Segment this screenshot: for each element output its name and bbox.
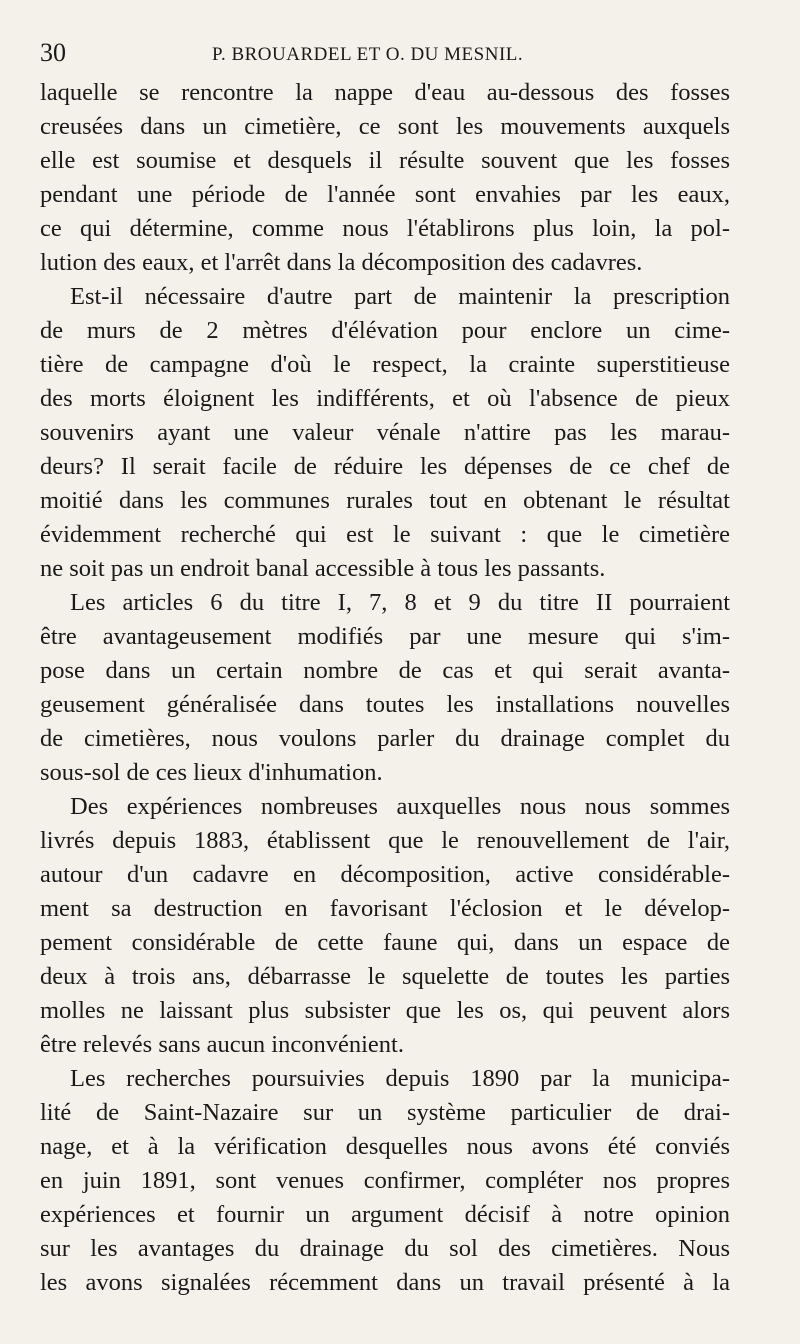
text-line: creusées dans un cimetière, ce sont les mouvements auxquels: [40, 113, 730, 140]
text-line: ce qui détermine, comme nous l'établirons plus loin, la pol-: [40, 215, 730, 242]
body-text: [40, 76, 730, 1300]
page-number: 30: [40, 38, 66, 67]
paragraph-2: [40, 280, 730, 586]
text-line: expériences et fournir un argument décisif à notre opinion: [40, 1201, 730, 1228]
text-line: geusement généralisée dans toutes les installations nouvelles: [40, 691, 730, 718]
page-header: [40, 38, 760, 68]
text-line: souvenirs ayant une valeur vénale n'attire pas les marau-: [40, 419, 730, 446]
text-line: pement considérable de cette faune qui, dans un espace de: [40, 929, 730, 956]
text-line: livrés depuis 1883, établissent que le renouvellement de l'air,: [40, 827, 730, 854]
text-line: Les recherches poursuivies depuis 1890 par la municipa-: [70, 1065, 730, 1092]
text-line: Les articles 6 du titre I, 7, 8 et 9 du titre II pourraient: [70, 589, 730, 616]
text-line: être relevés sans aucun inconvénient.: [40, 1031, 404, 1058]
text-line: ne soit pas un endroit banal accessible à tous les passants.: [40, 555, 606, 582]
text-line: deurs? Il serait facile de réduire les dépenses de ce chef de: [40, 453, 730, 480]
text-line: laquelle se rencontre la nappe d'eau au-dessous des fosses: [40, 79, 730, 106]
text-line: pendant une période de l'année sont envahies par les eaux,: [40, 181, 730, 208]
text-line: de murs de 2 mètres d'élévation pour enclore un cime-: [40, 317, 730, 344]
text-line: sur les avantages du drainage du sol des cimetières. Nous: [40, 1235, 730, 1262]
text-line: elle est soumise et desquels il résulte souvent que les fosses: [40, 147, 730, 174]
text-line: lution des eaux, et l'arrêt dans la décomposition des cadavres.: [40, 249, 643, 276]
text-line: Des expériences nombreuses auxquelles nous nous sommes: [70, 793, 730, 820]
text-line: moitié dans les communes rurales tout en obtenant le résultat: [40, 487, 730, 514]
text-line: de cimetières, nous voulons parler du drainage complet du: [40, 725, 730, 752]
text-line: des morts éloignent les indifférents, et où l'absence de pieux: [40, 385, 730, 412]
text-line: évidemment recherché qui est le suivant : que le cimetière: [40, 521, 730, 548]
text-line: lité de Saint-Nazaire sur un système particulier de drai-: [40, 1099, 730, 1126]
paragraph-1: [40, 76, 730, 280]
text-line: ment sa destruction en favorisant l'éclosion et le dévelop-: [40, 895, 730, 922]
text-line: nage, et à la vérification desquelles nous avons été conviés: [40, 1133, 730, 1160]
text-line: deux à trois ans, débarrasse le squelette de toutes les parties: [40, 963, 730, 990]
text-line: en juin 1891, sont venues confirmer, compléter nos propres: [40, 1167, 730, 1194]
running-head: P. BROUARDEL ET O. DU MESNIL.: [212, 44, 524, 65]
text-line: Est-il nécessaire d'autre part de maintenir la prescription: [70, 283, 730, 310]
text-line: autour d'un cadavre en décomposition, active considérable-: [40, 861, 730, 888]
paragraph-4: [40, 790, 730, 1062]
text-line: molles ne laissant plus subsister que les os, qui peuvent alors: [40, 997, 730, 1024]
text-line: les avons signalées récemment dans un travail présenté à la: [40, 1269, 730, 1296]
text-line: être avantageusement modifiés par une mesure qui s'im-: [40, 623, 730, 650]
paragraph-3: [40, 586, 730, 790]
text-line: tière de campagne d'où le respect, la crainte superstitieuse: [40, 351, 730, 378]
text-line: pose dans un certain nombre de cas et qui serait avanta-: [40, 657, 730, 684]
text-line: sous-sol de ces lieux d'inhumation.: [40, 759, 383, 786]
paragraph-5: [40, 1062, 730, 1300]
